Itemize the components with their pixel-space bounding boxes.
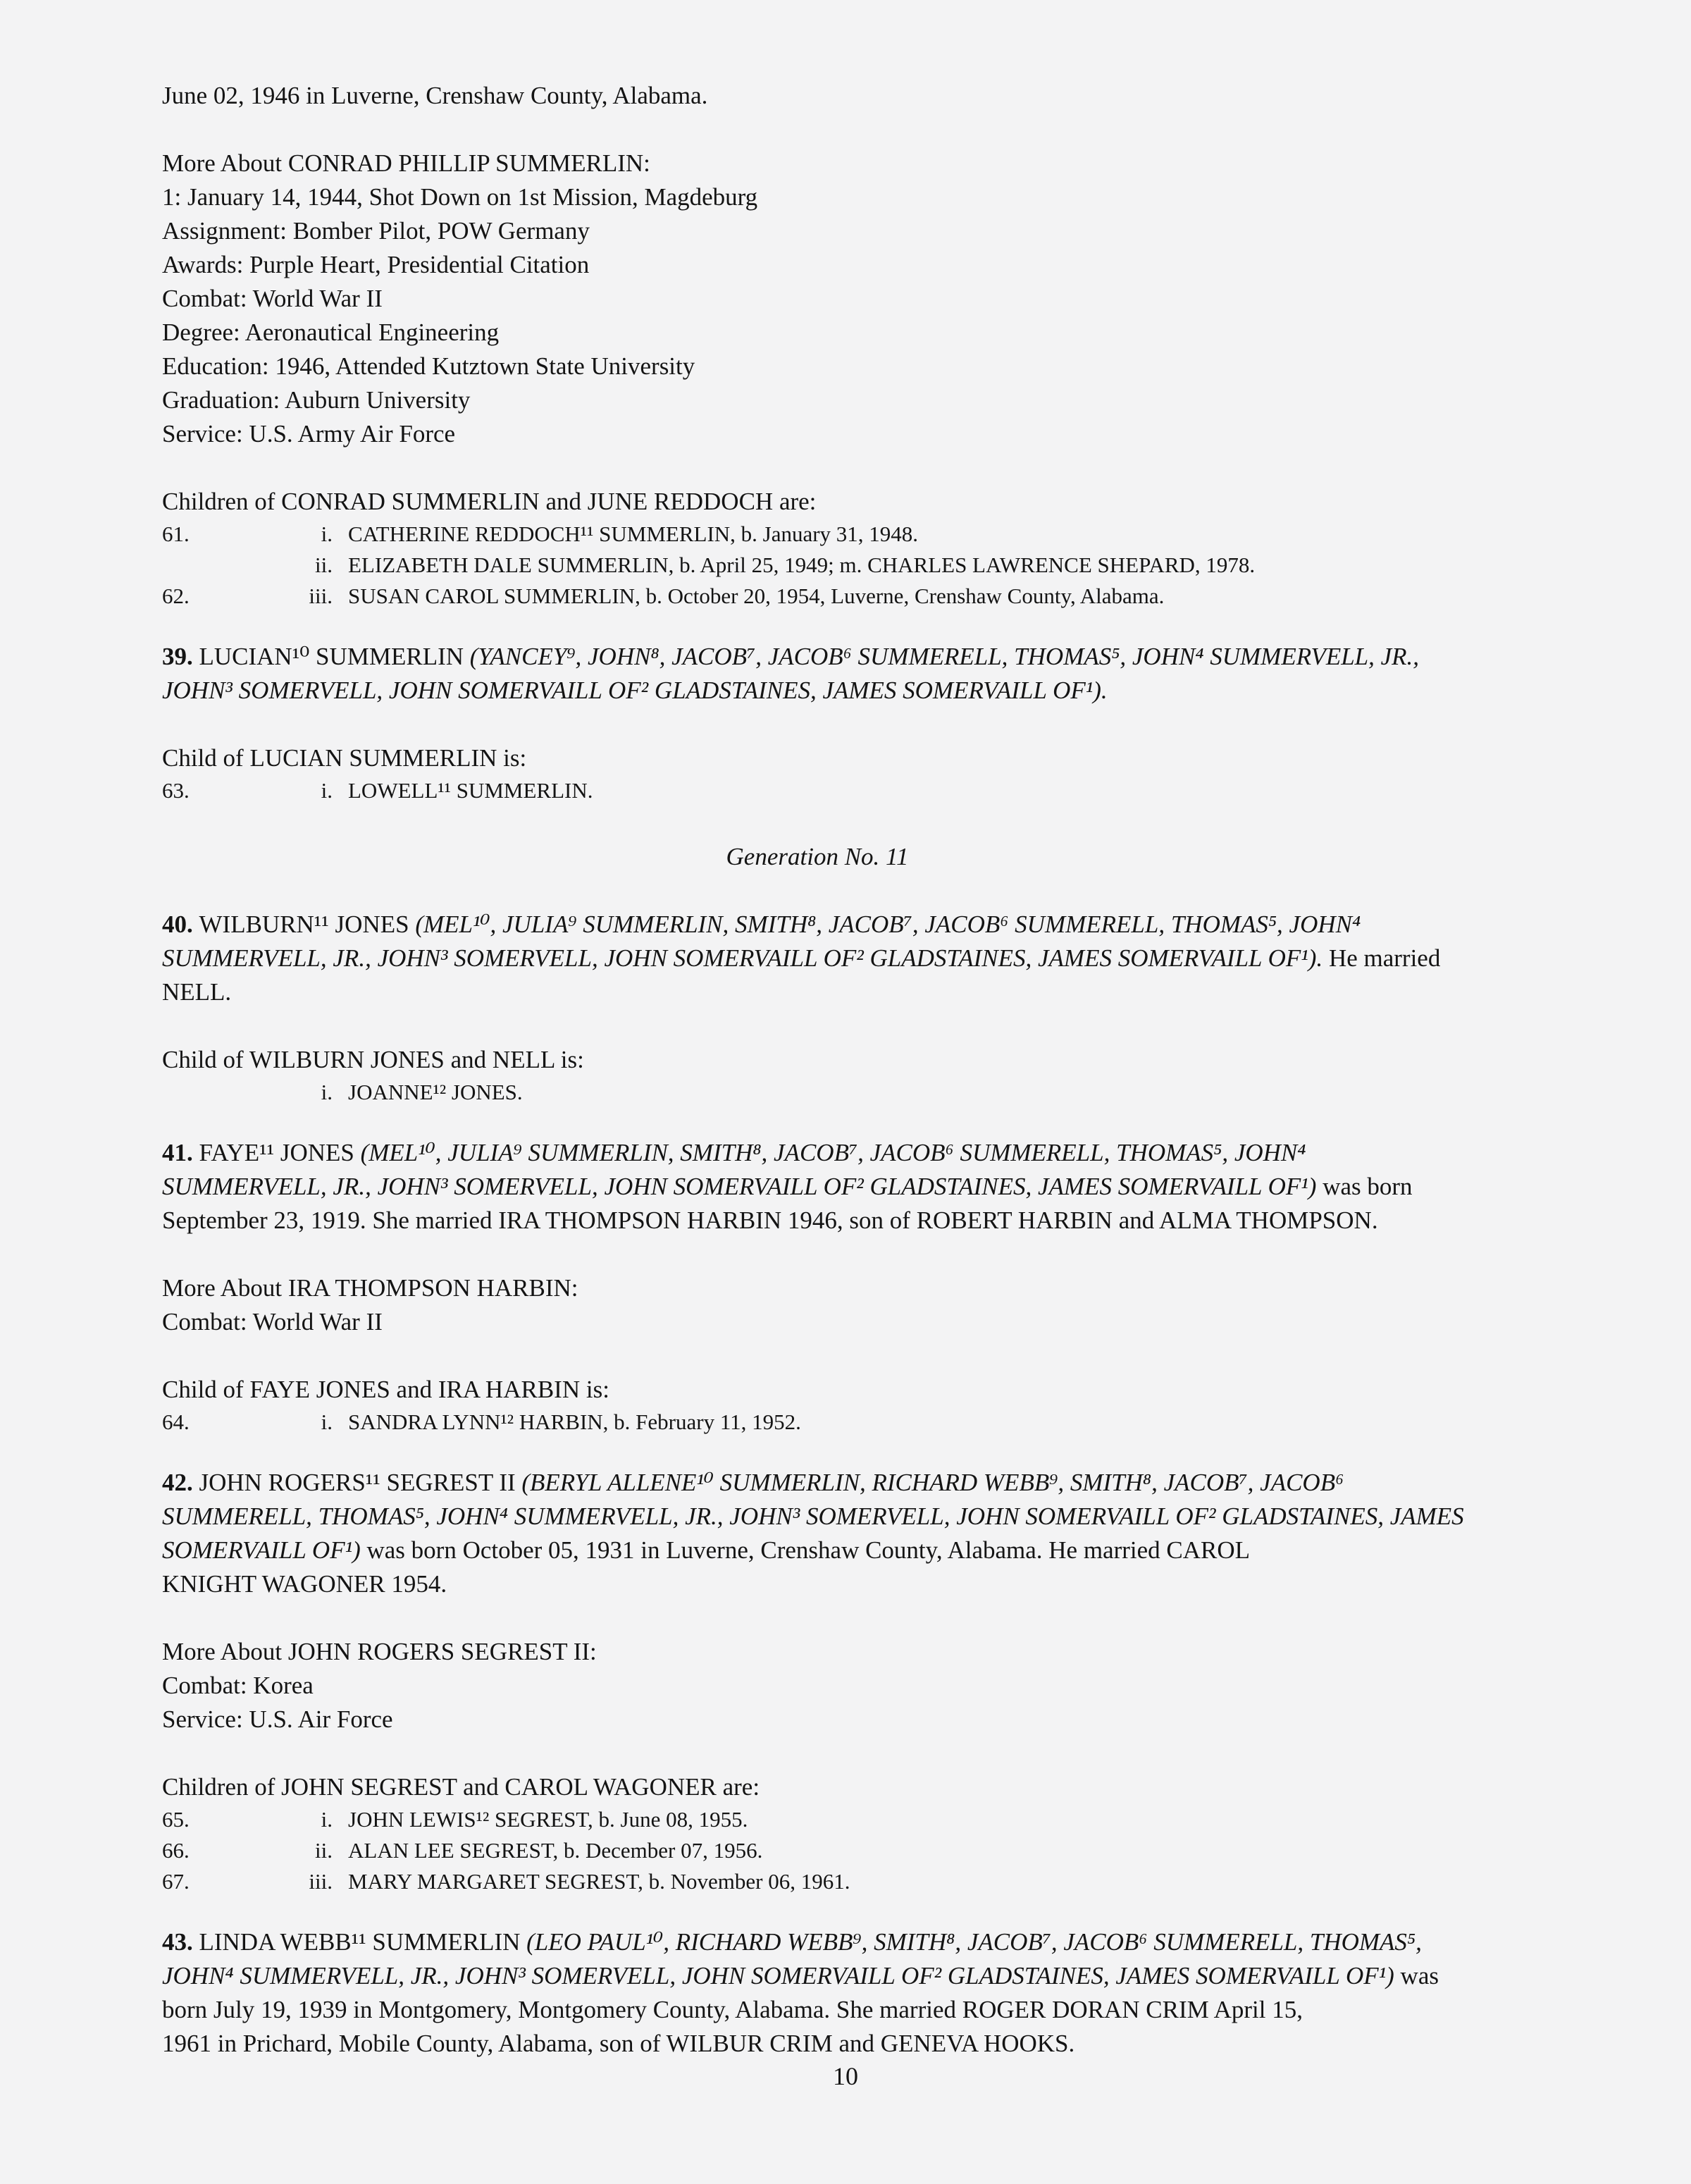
more-about-heading: More About CONRAD PHILLIP SUMMERLIN: <box>162 149 650 177</box>
text-line: NELL. <box>162 978 232 1006</box>
fact-line: Graduation: Auburn University <box>162 386 471 414</box>
child-entry: i. JOANNE¹² JONES. <box>321 1080 523 1104</box>
fact-line: Combat: Korea <box>162 1672 314 1699</box>
ancestry-line: SUMMERVELL, JR., JOHN³ SOMERVELL, JOHN SOMERVAILL OF² GLADSTAINES, JAMES SOMERVAILL OF¹). He married <box>162 944 1441 972</box>
child-entry: 64. i. SANDRA LYNN¹² HARBIN, b. February 11, 1952. <box>162 1409 801 1434</box>
fact-line: Degree: Aeronautical Engineering <box>162 319 500 346</box>
fact-line: Assignment: Bomber Pilot, POW Germany <box>162 217 590 245</box>
more-about-heading: More About IRA THOMPSON HARBIN: <box>162 1274 578 1302</box>
page-content <box>162 79 1473 2061</box>
person-entry-41: 41. FAYE¹¹ JONES (MEL¹⁰, JULIA⁹ SUMMERLIN, SMITH⁸, JACOB⁷, JACOB⁶ SUMMERELL, THOMAS⁵, JOHN⁴ <box>162 1139 1306 1166</box>
person-entry-40: 40. WILBURN¹¹ JONES (MEL¹⁰, JULIA⁹ SUMMERLIN, SMITH⁸, JACOB⁷, JACOB⁶ SUMMERELL, THOMAS⁵, JOHN⁴ <box>162 911 1361 938</box>
children-heading: Children of CONRAD SUMMERLIN and JUNE REDDOCH are: <box>162 488 817 515</box>
page-number: 10 <box>833 2062 858 2090</box>
text-line: 1961 in Prichard, Mobile County, Alabama, son of WILBUR CRIM and GENEVA HOOKS. <box>162 2030 1075 2057</box>
generation-heading: Generation No. 11 <box>726 843 909 870</box>
ancestry-line: SUMMERELL, THOMAS⁵, JOHN⁴ SUMMERVELL, JR., JOHN³ SOMERVELL, JOHN SOMERVAILL OF² GLADSTAINES, JAMES <box>162 1503 1464 1530</box>
child-entry: 62. iii. SUSAN CAROL SUMMERLIN, b. October 20, 1954, Luverne, Crenshaw County, Alabama. <box>162 584 1165 608</box>
person-entry-39: 39. LUCIAN¹⁰ SUMMERLIN (YANCEY⁹, JOHN⁸, JACOB⁷, JACOB⁶ SUMMERELL, THOMAS⁵, JOHN⁴ SUMMERVELL, JR., <box>162 643 1420 670</box>
text-line: KNIGHT WAGONER 1954. <box>162 1570 447 1598</box>
child-entry: 63. i. LOWELL¹¹ SUMMERLIN. <box>162 778 593 803</box>
more-about-heading: More About JOHN ROGERS SEGREST II: <box>162 1638 597 1665</box>
child-entry: ii. ELIZABETH DALE SUMMERLIN, b. April 25, 1949; m. CHARLES LAWRENCE SHEPARD, 1978. <box>315 553 1256 577</box>
ancestry-line: SOMERVAILL OF¹) was born October 05, 1931 in Luverne, Crenshaw County, Alabama. He married CAROL <box>162 1536 1251 1564</box>
fact-line: Combat: World War II <box>162 285 383 312</box>
text-line: born July 19, 1939 in Montgomery, Montgomery County, Alabama. She married ROGER DORAN CRIM April 15, <box>162 1996 1303 2023</box>
ancestry-line: SUMMERVELL, JR., JOHN³ SOMERVELL, JOHN SOMERVAILL OF² GLADSTAINES, JAMES SOMERVAILL OF¹) was born <box>162 1173 1413 1200</box>
fact-line: Service: U.S. Army Air Force <box>162 420 456 448</box>
ancestry-line: JOHN³ SOMERVELL, JOHN SOMERVAILL OF² GLADSTAINES, JAMES SOMERVAILL OF¹). <box>162 677 1108 704</box>
text-line: September 23, 1919. She married IRA THOMPSON HARBIN 1946, son of ROBERT HARBIN and ALMA THOMPSON. <box>162 1207 1378 1234</box>
person-entry-42: 42. JOHN ROGERS¹¹ SEGREST II (BERYL ALLENE¹⁰ SUMMERLIN, RICHARD WEBB⁹, SMITH⁸, JACOB⁷, JACOB⁶ <box>162 1469 1344 1496</box>
child-entry: 67. iii. MARY MARGARET SEGREST, b. November 06, 1961. <box>162 1869 850 1894</box>
child-entry: 65. i. JOHN LEWIS¹² SEGREST, b. June 08, 1955. <box>162 1807 748 1832</box>
fact-line: Service: U.S. Air Force <box>162 1705 393 1733</box>
fact-line: Combat: World War II <box>162 1308 383 1335</box>
child-entry: 66. ii. ALAN LEE SEGREST, b. December 07, 1956. <box>162 1838 763 1863</box>
fact-line: Education: 1946, Attended Kutztown State University <box>162 352 695 380</box>
fact-line: Awards: Purple Heart, Presidential Citation <box>162 251 590 278</box>
fact-line: 1: January 14, 1944, Shot Down on 1st Mission, Magdeburg <box>162 183 758 211</box>
children-heading: Child of WILBURN JONES and NELL is: <box>162 1046 584 1073</box>
text-line: June 02, 1946 in Luverne, Crenshaw County, Alabama. <box>162 82 708 109</box>
person-entry-43: 43. LINDA WEBB¹¹ SUMMERLIN (LEO PAUL¹⁰, RICHARD WEBB⁹, SMITH⁸, JACOB⁷, JACOB⁶ SUMMERELL, THOMAS⁵, <box>162 1928 1422 1956</box>
children-heading: Child of FAYE JONES and IRA HARBIN is: <box>162 1376 609 1403</box>
children-heading: Children of JOHN SEGREST and CAROL WAGONER are: <box>162 1773 760 1801</box>
children-heading: Child of LUCIAN SUMMERLIN is: <box>162 744 527 772</box>
child-entry: 61. i. CATHERINE REDDOCH¹¹ SUMMERLIN, b. January 31, 1948. <box>162 522 919 546</box>
ancestry-line: JOHN⁴ SUMMERVELL, JR., JOHN³ SOMERVELL, JOHN SOMERVAILL OF² GLADSTAINES, JAMES SOMERVAILL OF¹) was <box>162 1962 1439 1989</box>
